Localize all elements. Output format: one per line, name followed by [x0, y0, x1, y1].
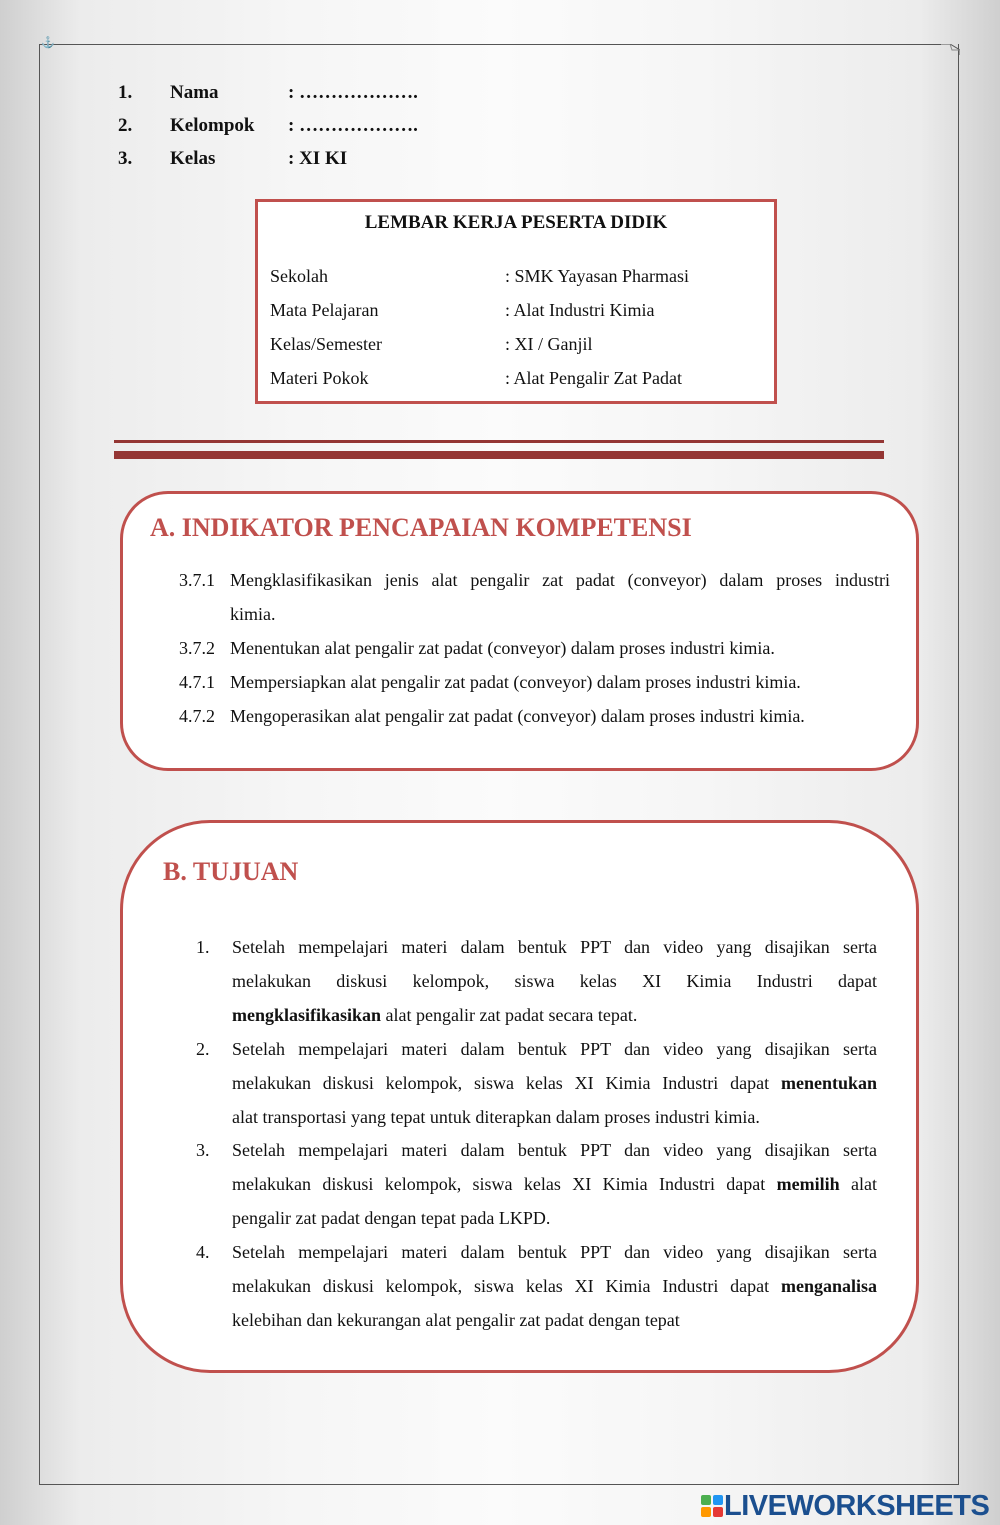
goal-text-pre: melakukan diskusi kelompok, siswa kelas XI Kimia Industri dapat [232, 1073, 781, 1093]
section-b-title: B. TUJUAN [163, 857, 299, 886]
goal-text: Setelah mempelajari materi dalam bentuk PPT dan video yang disajikan serta [232, 1039, 877, 1059]
lkpd-key: Materi Pokok [270, 368, 369, 388]
goal-number: 3. [196, 1140, 210, 1160]
goal-text [232, 1174, 877, 1200]
lkpd-key: Kelas/Semester [270, 334, 382, 354]
lkpd-key: Mata Pelajaran [270, 300, 379, 320]
identity-label: Kelas [170, 148, 216, 169]
liveworksheets-logo-icon [700, 1494, 724, 1518]
lkpd-value: : Alat Pengalir Zat Padat [505, 368, 682, 388]
lkpd-info-box [255, 199, 777, 404]
goal-keyword: mengklasifikasikan [232, 1005, 382, 1025]
indicator-code: 3.7.1 [179, 570, 215, 590]
identity-label: Nama [170, 82, 219, 103]
class-value: : XI KI [288, 148, 348, 169]
goal-keyword: menganalisa [780, 1276, 877, 1296]
divider-thin [114, 440, 884, 443]
indicator-text: Mempersiapkan alat pengalir zat padat (conveyor) dalam proses industri kimia. [230, 672, 801, 692]
lkpd-value: : SMK Yayasan Pharmasi [505, 266, 690, 286]
page-border-top [39, 44, 941, 45]
lkpd-value: : XI / Ganjil [505, 334, 593, 354]
goal-number: 4. [196, 1242, 210, 1262]
goal-text: kelebihan dan kekurangan alat pengalir zat padat dengan tepat [232, 1310, 680, 1330]
goal-text: Setelah mempelajari materi dalam bentuk PPT dan video yang disajikan serta [232, 1242, 877, 1262]
anchor-icon: ⚓ [41, 37, 55, 49]
liveworksheets-brand[interactable] [700, 1488, 995, 1524]
goal-text [232, 1276, 877, 1302]
group-field[interactable]: : ………………. [288, 115, 418, 136]
divider-thick [114, 451, 884, 459]
identity-label: Kelompok [170, 115, 255, 136]
indicator-code: 4.7.2 [179, 706, 215, 726]
liveworksheets-wordmark: LIVEWORKSHEETS [724, 1490, 990, 1522]
goal-text-pre: melakukan diskusi kelompok, siswa kelas XI Kimia Industri dapat [232, 1276, 781, 1296]
indicator-code: 4.7.1 [179, 672, 215, 692]
goal-keyword: memilih [776, 1174, 840, 1194]
section-a-title: A. INDIKATOR PENCAPAIAN KOMPETENSI [150, 513, 692, 542]
indicator-item-continued [230, 604, 276, 625]
goal-text: pengalir zat padat dengan tepat pada LKPD. [232, 1208, 551, 1228]
goal-text: melakukan diskusi kelompok, siswa kelas XI Kimia Industri dapat [232, 971, 877, 991]
identity-number: 2. [118, 115, 133, 136]
goal-number: 2. [196, 1039, 210, 1059]
goal-text-rest: alat pengalir zat padat secara tepat. [381, 1005, 638, 1025]
lkpd-value: : Alat Industri Kimia [505, 300, 655, 320]
page-corner-fold-icon [940, 44, 960, 55]
goal-number: 1. [196, 937, 210, 957]
indicator-text: Menentukan alat pengalir zat padat (conveyor) dalam proses industri kimia. [230, 638, 775, 658]
name-field[interactable]: : ………………. [288, 82, 418, 103]
goal-text [232, 1005, 877, 1031]
identity-number: 3. [118, 148, 133, 169]
goal-text-pre: melakukan diskusi kelompok, siswa kelas XI Kimia Industri dapat [232, 1174, 777, 1194]
lkpd-title: LEMBAR KERJA PESERTA DIDIK [364, 212, 668, 233]
goal-text: alat transportasi yang tepat untuk diterapkan dalam proses industri kimia. [232, 1107, 760, 1127]
goal-text-post: alat [839, 1174, 877, 1194]
goal-text: Setelah mempelajari materi dalam bentuk PPT dan video yang disajikan serta [232, 1140, 877, 1160]
goal-text: Setelah mempelajari materi dalam bentuk PPT dan video yang disajikan serta [232, 937, 877, 957]
indicator-text: Mengklasifikasikan jenis alat pengalir zat padat (conveyor) dalam proses industri [230, 570, 890, 590]
indicator-text: kimia. [230, 604, 276, 624]
indicator-text: Mengoperasikan alat pengalir zat padat (conveyor) dalam proses industri kimia. [230, 706, 805, 726]
goal-text [232, 1073, 877, 1099]
goal-keyword: menentukan [780, 1073, 877, 1093]
indicator-code: 3.7.2 [179, 638, 215, 658]
lkpd-key: Sekolah [270, 266, 328, 286]
identity-number: 1. [118, 82, 133, 103]
